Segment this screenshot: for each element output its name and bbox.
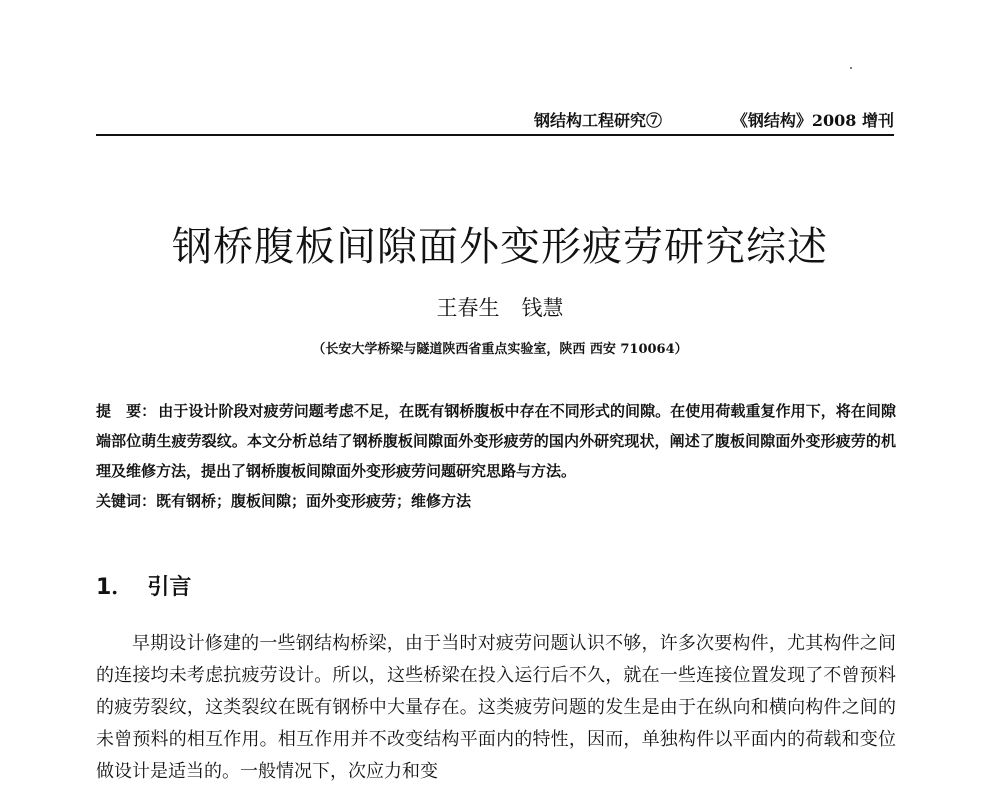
affiliation: （长安大学桥梁与隧道陕西省重点实验室，陕西 西安 710064） xyxy=(312,342,688,357)
paper-title: 钢桥腹板间隙面外变形疲劳研究综述 xyxy=(172,223,828,270)
author-name: 钱慧 xyxy=(521,296,564,320)
scan-speck xyxy=(850,67,852,69)
journal-issue: 《钢结构》2008 增刊 xyxy=(731,111,894,130)
keywords-label: 关键词： xyxy=(96,492,157,510)
abstract-text: 由于设计阶段对疲劳问题考虑不足，在既有钢桥腹板中存在不同形式的间隙。在使用荷载重复作用下，将在间隙端部位萌生疲劳裂纹。本文分析总结了钢桥腹板间隙面外变形疲劳的国内外研究现状，阐述了腹板间隙面外变形疲劳的机理及维修方法，提出了钢桥腹板间隙面外变形疲劳问题研究思路与方法。 xyxy=(96,402,896,480)
section-number: 1． xyxy=(96,575,134,601)
abstract-label: 提 要： xyxy=(96,402,157,420)
series-title: 钢结构工程研究⑦ xyxy=(534,111,663,130)
author-name: 王春生 xyxy=(436,296,500,320)
keywords xyxy=(96,486,896,516)
running-header xyxy=(96,104,894,136)
section-heading xyxy=(96,570,191,601)
keywords-text: 既有钢桥；腹板间隙；面外变形疲劳；维修方法 xyxy=(156,492,472,510)
body-paragraph: 早期设计修建的一些钢结构桥梁，由于当时对疲劳问题认识不够，许多次要构件，尤其构件之间的连接均未考虑抗疲劳设计。所以，这些桥梁在投入运行后不久，就在一些连接位置发现了不曾预料的疲劳裂纹，这类裂纹在既有钢桥中大量存在。这类疲劳问题的发生是由于在纵向和横向构件之间的未曾预料的相互作用。相互作用并不改变结构平面内的特性，因而，单独构件以平面内的荷载和变位做设计是适当的。一般情况下，次应力和变 xyxy=(96,633,896,782)
section-title: 引言 xyxy=(147,575,192,601)
abstract xyxy=(96,396,896,486)
authors xyxy=(0,292,1000,322)
